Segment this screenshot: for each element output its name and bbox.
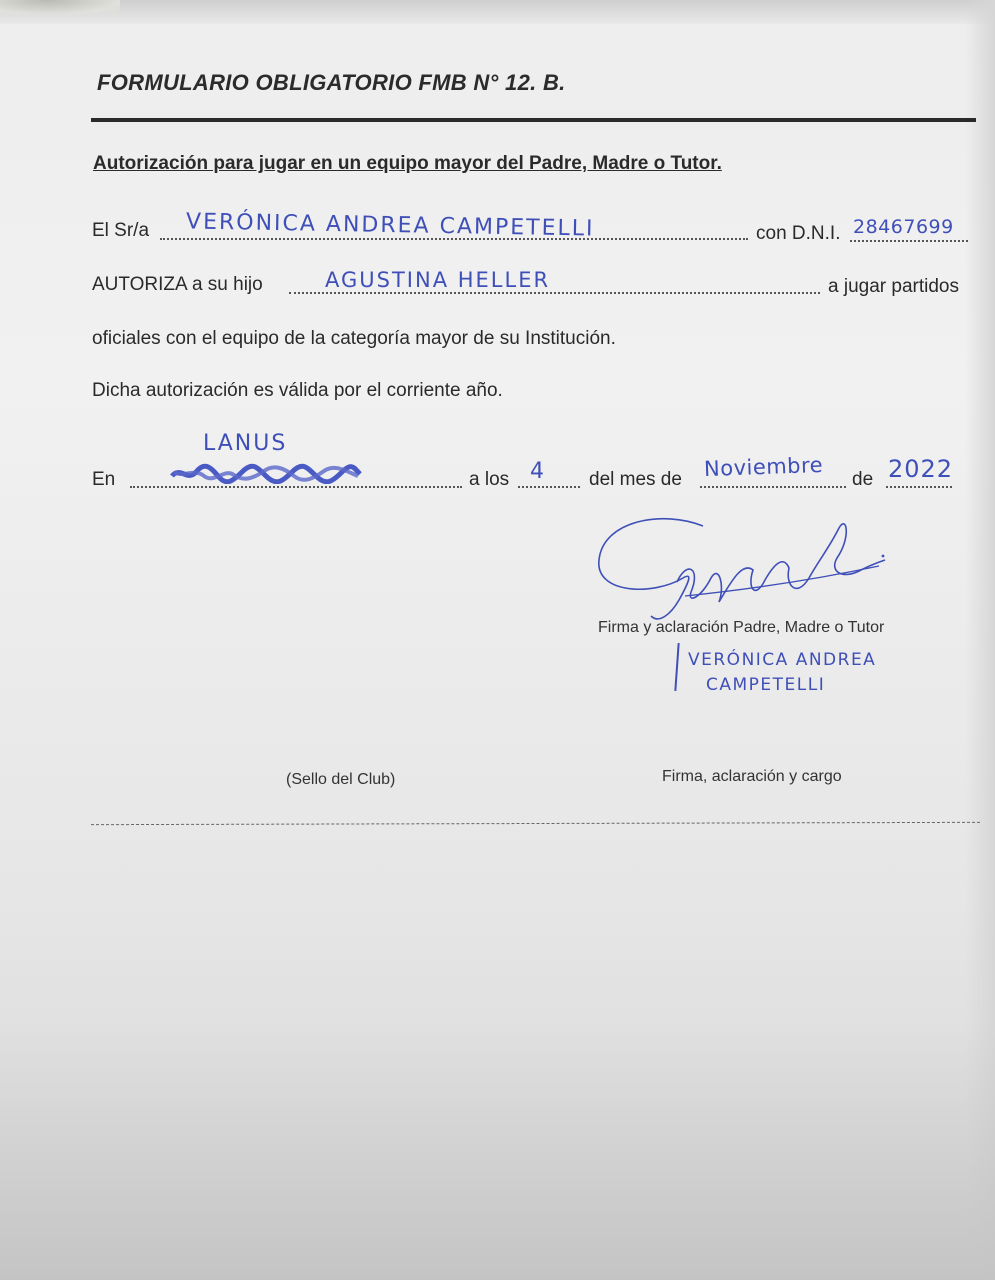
- paper-stain: [0, 0, 120, 14]
- dni-handwritten-value: 28467699: [853, 216, 954, 238]
- body-line-oficiales: oficiales con el equipo de la categoría mayor de su Institución.: [92, 328, 616, 349]
- hijo-dotted-line[interactable]: [289, 292, 820, 294]
- signature-caption: Firma y aclaración Padre, Madre o Tutor: [598, 619, 885, 636]
- form-title: FORMULARIO OBLIGATORIO FMB N° 12. B.: [97, 70, 566, 95]
- paper-shadow-top: [0, 0, 995, 24]
- month-dotted-line[interactable]: [700, 486, 846, 488]
- dni-dotted-line[interactable]: [850, 240, 968, 242]
- hijo-handwritten-value: AGUSTINA HELLER: [325, 268, 551, 292]
- cut-line: [91, 822, 980, 825]
- month-handwritten-value: Noviembre: [703, 452, 824, 482]
- a-los-label: a los: [469, 469, 510, 490]
- aclaracion-line-1: VERÓNICA ANDREA: [688, 650, 877, 670]
- aclaracion-stroke: [674, 643, 679, 691]
- mes-label: del mes de: [589, 469, 682, 490]
- sello-label: (Sello del Club): [286, 771, 396, 788]
- de-label: de: [852, 469, 874, 490]
- paper-shadow-bottom: [0, 1020, 995, 1280]
- sr-handwritten-value: VERÓNICA ANDREA CAMPETELLI: [185, 209, 595, 242]
- dni-label: con D.N.I.: [756, 223, 841, 244]
- year-handwritten-value: 2022: [888, 455, 954, 483]
- place-handwritten-value: LANUS: [203, 431, 288, 456]
- aclaracion-line-2: CAMPETELLI: [706, 675, 826, 695]
- title-rule: [91, 118, 976, 122]
- day-handwritten-value: 4: [530, 459, 546, 484]
- body-line-validez: Dicha autorización es válida por el corriente año.: [92, 380, 503, 401]
- firma-cargo-label: Firma, aclaración y cargo: [662, 768, 842, 785]
- jugar-label: a jugar partidos: [828, 276, 959, 297]
- crossed-out-text: [170, 462, 362, 484]
- day-dotted-line[interactable]: [518, 486, 580, 488]
- place-dotted-line[interactable]: [130, 486, 462, 488]
- year-dotted-line[interactable]: [886, 486, 952, 488]
- handwritten-signature: [593, 508, 893, 628]
- sr-label: El Sr/a: [92, 220, 150, 241]
- autoriza-label: AUTORIZA a su hijo: [92, 274, 263, 295]
- form-subtitle: Autorización para jugar en un equipo mayor del Padre, Madre o Tutor.: [93, 153, 722, 174]
- en-label: En: [92, 469, 116, 490]
